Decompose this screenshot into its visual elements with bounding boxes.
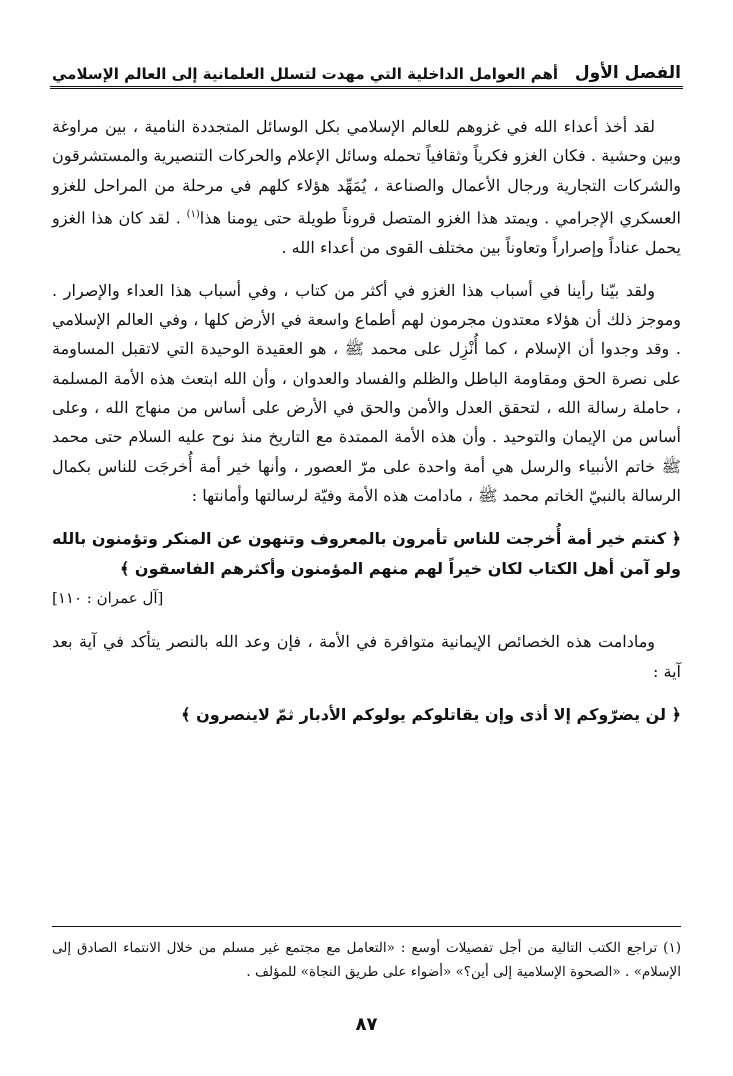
quran-verse-2: ﴿ لن يضرّوكم إلا أذى وإن يقاتلوكم يولوكم الأدبار ثمّ لاينصرون ﴾ bbox=[181, 705, 681, 725]
quran-verse-1: ﴿ كنتم خير أمة أُخرجت للناس تأمرون بالمعروف وتنهون عن المنكر وتؤمنون بالله ولو آمن أهل الكتاب لكان خيراً لهم منهم المؤمنون وأكثرهم الفاسقون ﴾ bbox=[51, 529, 681, 579]
paragraph-1-text-continued: . لقد كان هذا الغزو يحمل عناداً وإصراراً وتعاوناً بين مختلف القوى من أعداء الله . bbox=[52, 208, 681, 257]
running-header bbox=[52, 55, 681, 83]
paragraph-1 bbox=[52, 112, 681, 262]
paragraph-2: ولقد بيّنا رأينا في أسباب هذا الغزو في أكثر من كتاب ، وفي أسباب هذا العداء والإصرار . وموجز ذلك أن هؤلاء معتدون مجرمون لهم أطماع واسعة في الأرض كلها ، وفي العالم الإسلامي . وقد وجدوا أن الإسلام ، كما أُنْزِل على محمد ﷺ ، هو العقيدة الوحيدة التي لاتقبل المساومة على نصرة الحق ومقاومة الباطل والظلم والفساد والعدوان ، وأن الله ابتعث هذه الأمة المسلمة ، حاملة رسالة الله ، لتحقق العدل والأمن والحق في الأرض على أساس من منهاج الله ، وعلى أساس من الإيمان والتوحيد . وأن هذه الأمة الممتدة مع التاريخ منذ نوح عليه السلام حتى محمد ﷺ خاتم الأنبياء والرسل هي أمة واحدة على مرّ العصور ، وأنها خير أمة أُخرجَت للناس بكمال الرسالة بالنبيّ الخاتم محمد ﷺ ، مادامت هذه الأمة وفيّة لرسالتها وأمانتها : bbox=[52, 280, 682, 505]
main-text bbox=[52, 112, 681, 730]
footnote-marker: (١) bbox=[186, 208, 200, 220]
section-title: أهم العوامل الداخلية التي مهدت لتسلل العلمانية إلى العالم الإسلامي bbox=[52, 65, 559, 83]
footnote: (١) تراجع الكتب التالية من أجل تفصيلات أوسع : «التعامل مع مجتمع غير مسلم من خلال الانتماء الصادق إلى الإسلام» . «الصحوة الإسلامية إلى أين؟» «أضواء على طريق النجاة» للمؤلف . bbox=[52, 940, 681, 980]
footnote-divider bbox=[52, 926, 681, 927]
paragraph-3: ومادامت هذه الخصائص الإيمانية متوافرة في الأمة ، فإن وعد الله بالنصر يتأكد في آية بعد آية : bbox=[52, 632, 681, 681]
page-number: ٨٧ bbox=[355, 1014, 378, 1035]
paragraph-1-text: لقد أخذ أعداء الله في غزوهم للعالم الإسلامي بكل الوسائل المتجددة النامية ، بين مراوغة وبين وحشية . فكان الغزو فكرياً وثقافياً تحمله وسائل الإعلام والحركات التنصيرية والمستشرقون والشركات التجارية ورجال الأعمال والصناعة ، يُمَهِّد هؤلاء كلهم في مرحلة من المراحل للغزو العسكري الإجرامي . ويمتد هذا الغزو المتصل قروناً طويلة حتى يومنا هذا bbox=[52, 117, 681, 228]
verse-1-reference: [آل عمران : ١١٠] bbox=[52, 589, 164, 608]
header-divider bbox=[50, 86, 683, 89]
chapter-title: الفصل الأول bbox=[574, 63, 681, 83]
